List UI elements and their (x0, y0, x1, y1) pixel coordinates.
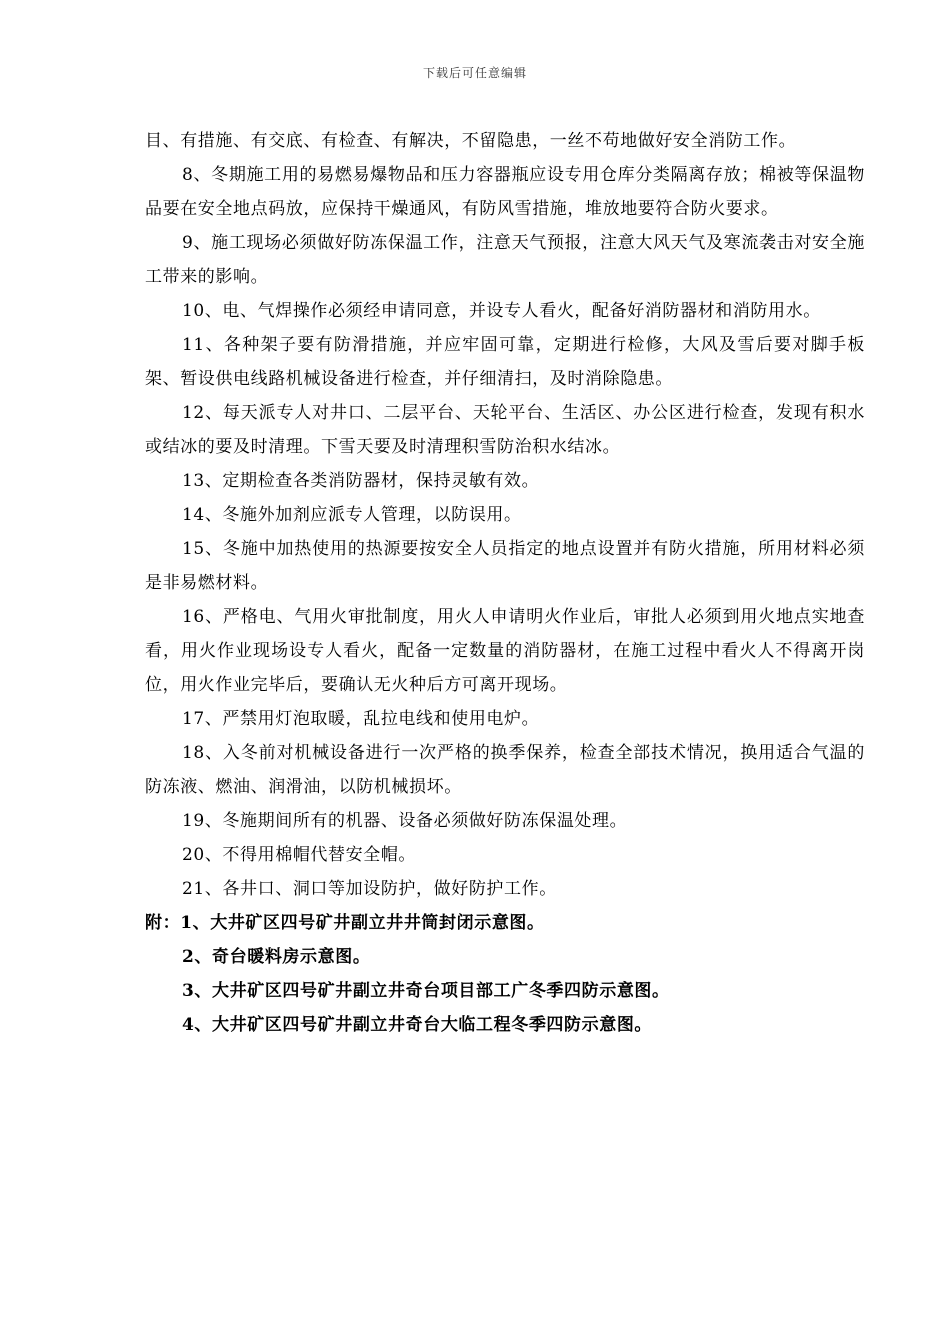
paragraph-15: 15、冬施中加热使用的热源要按安全人员指定的地点设置并有防火措施，所用材料必须是非易燃材料。 (145, 539, 865, 593)
paragraph-12: 12、每天派专人对井口、二层平台、天轮平台、生活区、办公区进行检查，发现有积水或结冰的要及时清理。下雪天要及时清理积雪防治积水结冰。 (145, 403, 865, 457)
appendix-heading: 附：1、大井矿区四号矿井副立井井筒封闭示意图。 (145, 913, 545, 933)
paragraph-10: 10、电、气焊操作必须经申请同意，并设专人看火，配备好消防器材和消防用水。 (182, 301, 821, 321)
paragraph-19: 19、冬施期间所有的机器、设备必须做好防冻保温处理。 (182, 811, 628, 831)
paragraph-21: 21、各井口、洞口等加设防护，做好防护工作。 (182, 879, 557, 899)
paragraph-14: 14、冬施外加剂应派专人管理，以防误用。 (182, 505, 522, 525)
paragraph-16: 16、严格电、气用火审批制度，用火人申请明火作业后，审批人必须到用火地点实地查看，用火作业现场设专人看火，配备一定数量的消防器材，在施工过程中看火人不得离开岗位，用火作业完毕后，要确认无火种后方可离开现场。 (145, 607, 865, 695)
appendix-item-3: 3、大井矿区四号矿井副立井奇台项目部工广冬季四防示意图。 (182, 981, 670, 1001)
paragraph-17: 17、严禁用灯泡取暖，乱拉电线和使用电炉。 (182, 709, 540, 729)
paragraph-11: 11、各种架子要有防滑措施，并应牢固可靠，定期进行检修，大风及雪后要对脚手板架、暂设供电线路机械设备进行检查，并仔细清扫，及时消除隐患。 (145, 335, 865, 389)
page-header: 下载后可任意编辑 (422, 66, 527, 80)
paragraph-8: 8、冬期施工用的易燃易爆物品和压力容器瓶应设专用仓库分类隔离存放；棉被等保温物品要在安全地点码放，应保持干燥通风，有防风雪措施，堆放地要符合防火要求。 (145, 165, 865, 219)
paragraph-13: 13、定期检查各类消防器材，保持灵敏有效。 (182, 471, 540, 491)
document-body (145, 124, 865, 1042)
paragraph-0: 目、有措施、有交底、有检查、有解决，不留隐患，一丝不苟地做好安全消防工作。 (145, 131, 797, 151)
appendix-item-4: 4、大井矿区四号矿井副立井奇台大临工程冬季四防示意图。 (182, 1015, 653, 1035)
paragraph-9: 9、施工现场必须做好防冻保温工作，注意天气预报，注意大风天气及寒流袭击对安全施工带来的影响。 (145, 233, 865, 287)
appendix-item-2: 2、奇台暖料房示意图。 (182, 947, 371, 967)
paragraph-18: 18、入冬前对机械设备进行一次严格的换季保养，检查全部技术情况，换用适合气温的防冻液、燃油、润滑油，以防机械损坏。 (145, 743, 865, 797)
paragraph-20: 20、不得用棉帽代替安全帽。 (182, 845, 417, 865)
